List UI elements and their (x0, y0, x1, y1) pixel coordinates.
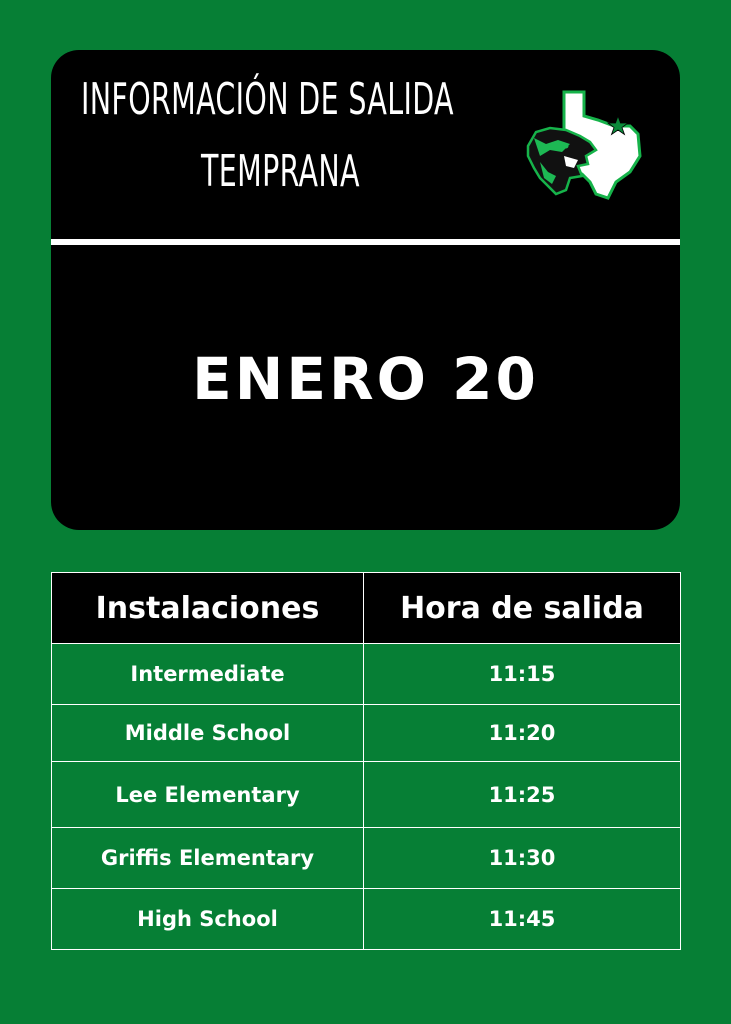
facility-cell: Griffis Elementary (52, 828, 364, 889)
table-row (52, 705, 681, 762)
facility-cell: High School (52, 889, 364, 950)
time-cell: 11:15 (364, 644, 681, 705)
time-cell: 11:20 (364, 705, 681, 762)
column-header-time: Hora de salida (364, 573, 681, 644)
title-line-2: TEMPRANA (201, 146, 360, 197)
facility-cell: Lee Elementary (52, 762, 364, 828)
time-cell: 11:25 (364, 762, 681, 828)
date-heading: ENERO 20 (192, 345, 539, 413)
table-header-row (52, 573, 681, 644)
texas-wolf-logo-icon (526, 86, 646, 204)
divider (51, 239, 680, 245)
title-line-1: INFORMACIÓN DE SALIDA (81, 74, 454, 125)
header-card (51, 50, 680, 530)
table-row (52, 889, 681, 950)
time-cell: 11:30 (364, 828, 681, 889)
facility-cell: Intermediate (52, 644, 364, 705)
table-row (52, 762, 681, 828)
time-cell: 11:45 (364, 889, 681, 950)
column-header-facility: Instalaciones (52, 573, 364, 644)
facility-cell: Middle School (52, 705, 364, 762)
table-row (52, 644, 681, 705)
dismissal-table (51, 572, 681, 950)
table-row (52, 828, 681, 889)
